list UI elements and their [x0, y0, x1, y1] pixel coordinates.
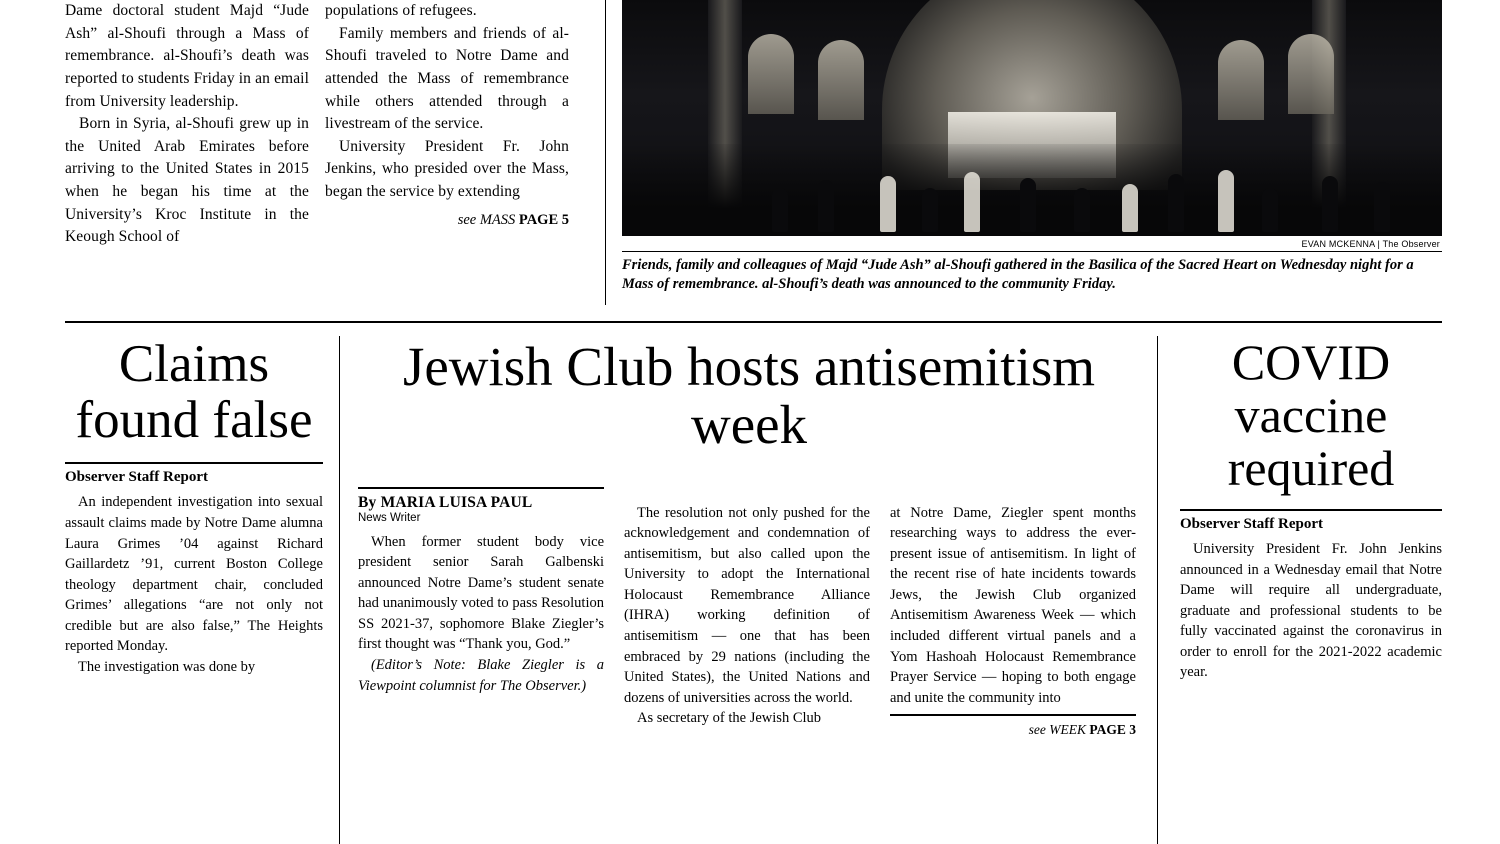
- left-story-text: [65, 492, 323, 677]
- center-column-3: [890, 473, 1136, 739]
- byline-center: By MARIA LUISA PAUL: [358, 493, 533, 511]
- photo-caption: Friends, family and colleagues of Majd “Jude Ash” al-Shoufi gathered in the Basilica of the Sacred Heart on Wednesday night for a Mass of remembrance. al-Shoufi’s death was announced to the community Friday.: [622, 251, 1442, 293]
- continued-story-column-1: [65, 0, 325, 320]
- byline-right: Observer Staff Report: [1180, 516, 1324, 532]
- jump-page: PAGE 3: [1089, 722, 1136, 738]
- paragraph: An independent investigation into sexual assault claims made by Notre Dame alumna Laura Grimes ’04 against Richard Gaillardetz ’91, current Boston College theology department chair, concluded Grimes’ allegations “are not only not credible but are also false,” The Heights reported Monday.: [65, 494, 323, 655]
- jump-label: see MASS: [457, 211, 516, 228]
- jump-line-mass[interactable]: [325, 212, 569, 229]
- editors-note: (Editor’s Note: Blake Ziegler is a Viewpoint columnist for The Observer.): [358, 657, 604, 694]
- bottom-section: [0, 330, 1500, 844]
- story-claims-found-false: [65, 330, 323, 678]
- paragraph: As secretary of the Jewish Club: [637, 710, 822, 727]
- right-story-text: [1180, 539, 1442, 683]
- paragraph: Born in Syria, al-Shoufi grew up in the United Arab Emirates before arriving to the United States in 2015 when he began his time at the University’s Kroc Institute in the Keough School of: [65, 115, 309, 246]
- photo-block: [622, 0, 1442, 293]
- section-divider: [65, 321, 1442, 323]
- vertical-rule: [605, 0, 606, 305]
- column-2-text: [325, 0, 569, 204]
- paragraph: Dame doctoral student Majd “Jude Ash” al-Shoufi through a Mass of remembrance. al-Shoufi’s death was reported to students Friday in an email from University leadership.: [65, 2, 309, 110]
- story-jewish-club: [358, 330, 1140, 738]
- paragraph: The resolution not only pushed for the acknowledgement and condemnation of antisemitism, but also called upon the University to adopt the International Holocaust Remembrance Alliance (IHRA) working definition of antisemitism — one that has been embraced by 29 nations (including the United States), the United Nations and dozens of universities across the world.: [624, 504, 870, 706]
- paragraph: at Notre Dame, Ziegler spent months researching ways to address the ever-present issue of antisemitism. In light of the recent rise of hate incidents towards Jews, the Jewish Club organized Antisemitism Awareness Week — which included different virtual panels and a Yom Hashoah Holocaust Remembrance Prayer Service — hoping to both engage and unite the community into: [890, 504, 1136, 706]
- center-col2-text: [624, 503, 870, 729]
- jump-line-week[interactable]: [890, 714, 1136, 738]
- continued-story-column-2: [325, 0, 585, 320]
- paragraph: University President Fr. John Jenkins announced in a Wednesday email that Notre Dame will require all undergraduate, graduate and professional students to be fully vaccinated against the coronavirus in order to enroll for the 2021-2022 academic year.: [1180, 541, 1442, 681]
- paragraph: When former student body vice president senior Sarah Galbenski announced Notre Dame’s student senate had unanimously voted to pass Resolution SS 2021-37, sophomore Blake Ziegler’s first thought was “Thank you, God.”: [358, 533, 604, 653]
- paragraph: The investigation was done by: [78, 658, 256, 675]
- jump-label: see WEEK: [1028, 722, 1086, 738]
- top-section: [0, 0, 1500, 320]
- center-column-1: [358, 473, 604, 739]
- center-column-2: [624, 473, 870, 739]
- paragraph: University President Fr. John Jenkins, who presided over the Mass, began the service by extending: [325, 137, 569, 200]
- vertical-rule: [1157, 336, 1158, 844]
- center-col1-text: [358, 532, 604, 697]
- story-covid-vaccine: [1180, 330, 1442, 683]
- column-1-text: [65, 0, 309, 249]
- byline-role: News Writer: [358, 511, 421, 524]
- center-col3-text: [890, 503, 1136, 709]
- photo-credit: EVAN MCKENNA | The Observer: [1301, 239, 1440, 249]
- jump-page: PAGE 5: [518, 211, 569, 228]
- byline-left: Observer Staff Report: [65, 469, 209, 486]
- headline-jewish-club: Jewish Club hosts antisemitism week: [402, 336, 1096, 456]
- vertical-rule: [339, 336, 340, 844]
- headline-covid-vaccine: COVID vaccine required: [1227, 334, 1395, 496]
- paragraph: populations of refugees.: [325, 2, 477, 19]
- headline-claims-found-false: Claims found false: [75, 335, 313, 450]
- paragraph: Family members and friends of al-Shoufi traveled to Notre Dame and attended the Mass of remembrance while others attended through a livestream of the service.: [325, 24, 569, 133]
- basilica-mass-photo: [622, 0, 1442, 236]
